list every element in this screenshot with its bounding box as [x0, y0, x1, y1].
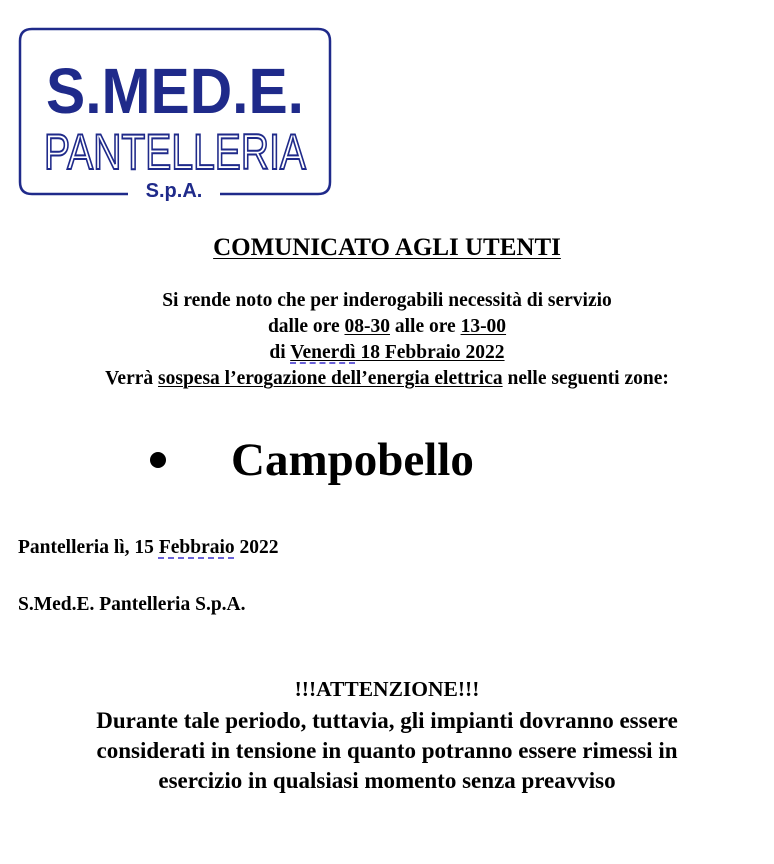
outage-description: sospesa l’erogazione dell’energia elettrica [158, 368, 503, 389]
logo-text-spa: S.p.A. [145, 180, 203, 202]
zone-name: Campobello [231, 434, 474, 486]
logo-text-smede: S.MED.E. [46, 55, 304, 127]
outage-date: Venerdì 18 Febbraio 2022 [290, 342, 505, 363]
attention-title: !!!ATTENZIONE!!! [294, 677, 480, 701]
bullet-icon [150, 452, 166, 468]
place-date: Pantelleria lì, 15 Febbraio 2022 [18, 537, 279, 558]
company-signature: S.Med.E. Pantelleria S.p.A. [18, 594, 246, 615]
logo-text-pantelleria: PANTELLERIA [44, 124, 307, 180]
notice-body [0, 288, 774, 392]
end-time: 13-00 [460, 316, 507, 337]
notice-line-4: Verrà sospesa l’erogazione dell’energia elettrica nelle seguenti zone: [105, 368, 669, 389]
notice-line-3: di Venerdì 18 Febbraio 2022 [269, 342, 505, 363]
notice-line-2: dalle ore 08-30 alle ore 13-00 [267, 316, 507, 337]
notice-line-1: Si rende noto che per inderogabili necessità di servizio [162, 290, 612, 311]
attention-line-3: esercizio in qualsiasi momento senza preavviso [158, 768, 616, 793]
start-time: 08-30 [344, 316, 390, 337]
notice-title: COMUNICATO AGLI UTENTI [213, 234, 561, 261]
zone-list-item [150, 428, 474, 492]
attention-body [20, 706, 754, 796]
company-logo [18, 27, 332, 202]
attention-line-2: considerati in tensione in quanto potranno essere rimessi in [96, 738, 678, 763]
attention-line-1: Durante tale periodo, tuttavia, gli impianti dovranno essere [96, 708, 678, 733]
